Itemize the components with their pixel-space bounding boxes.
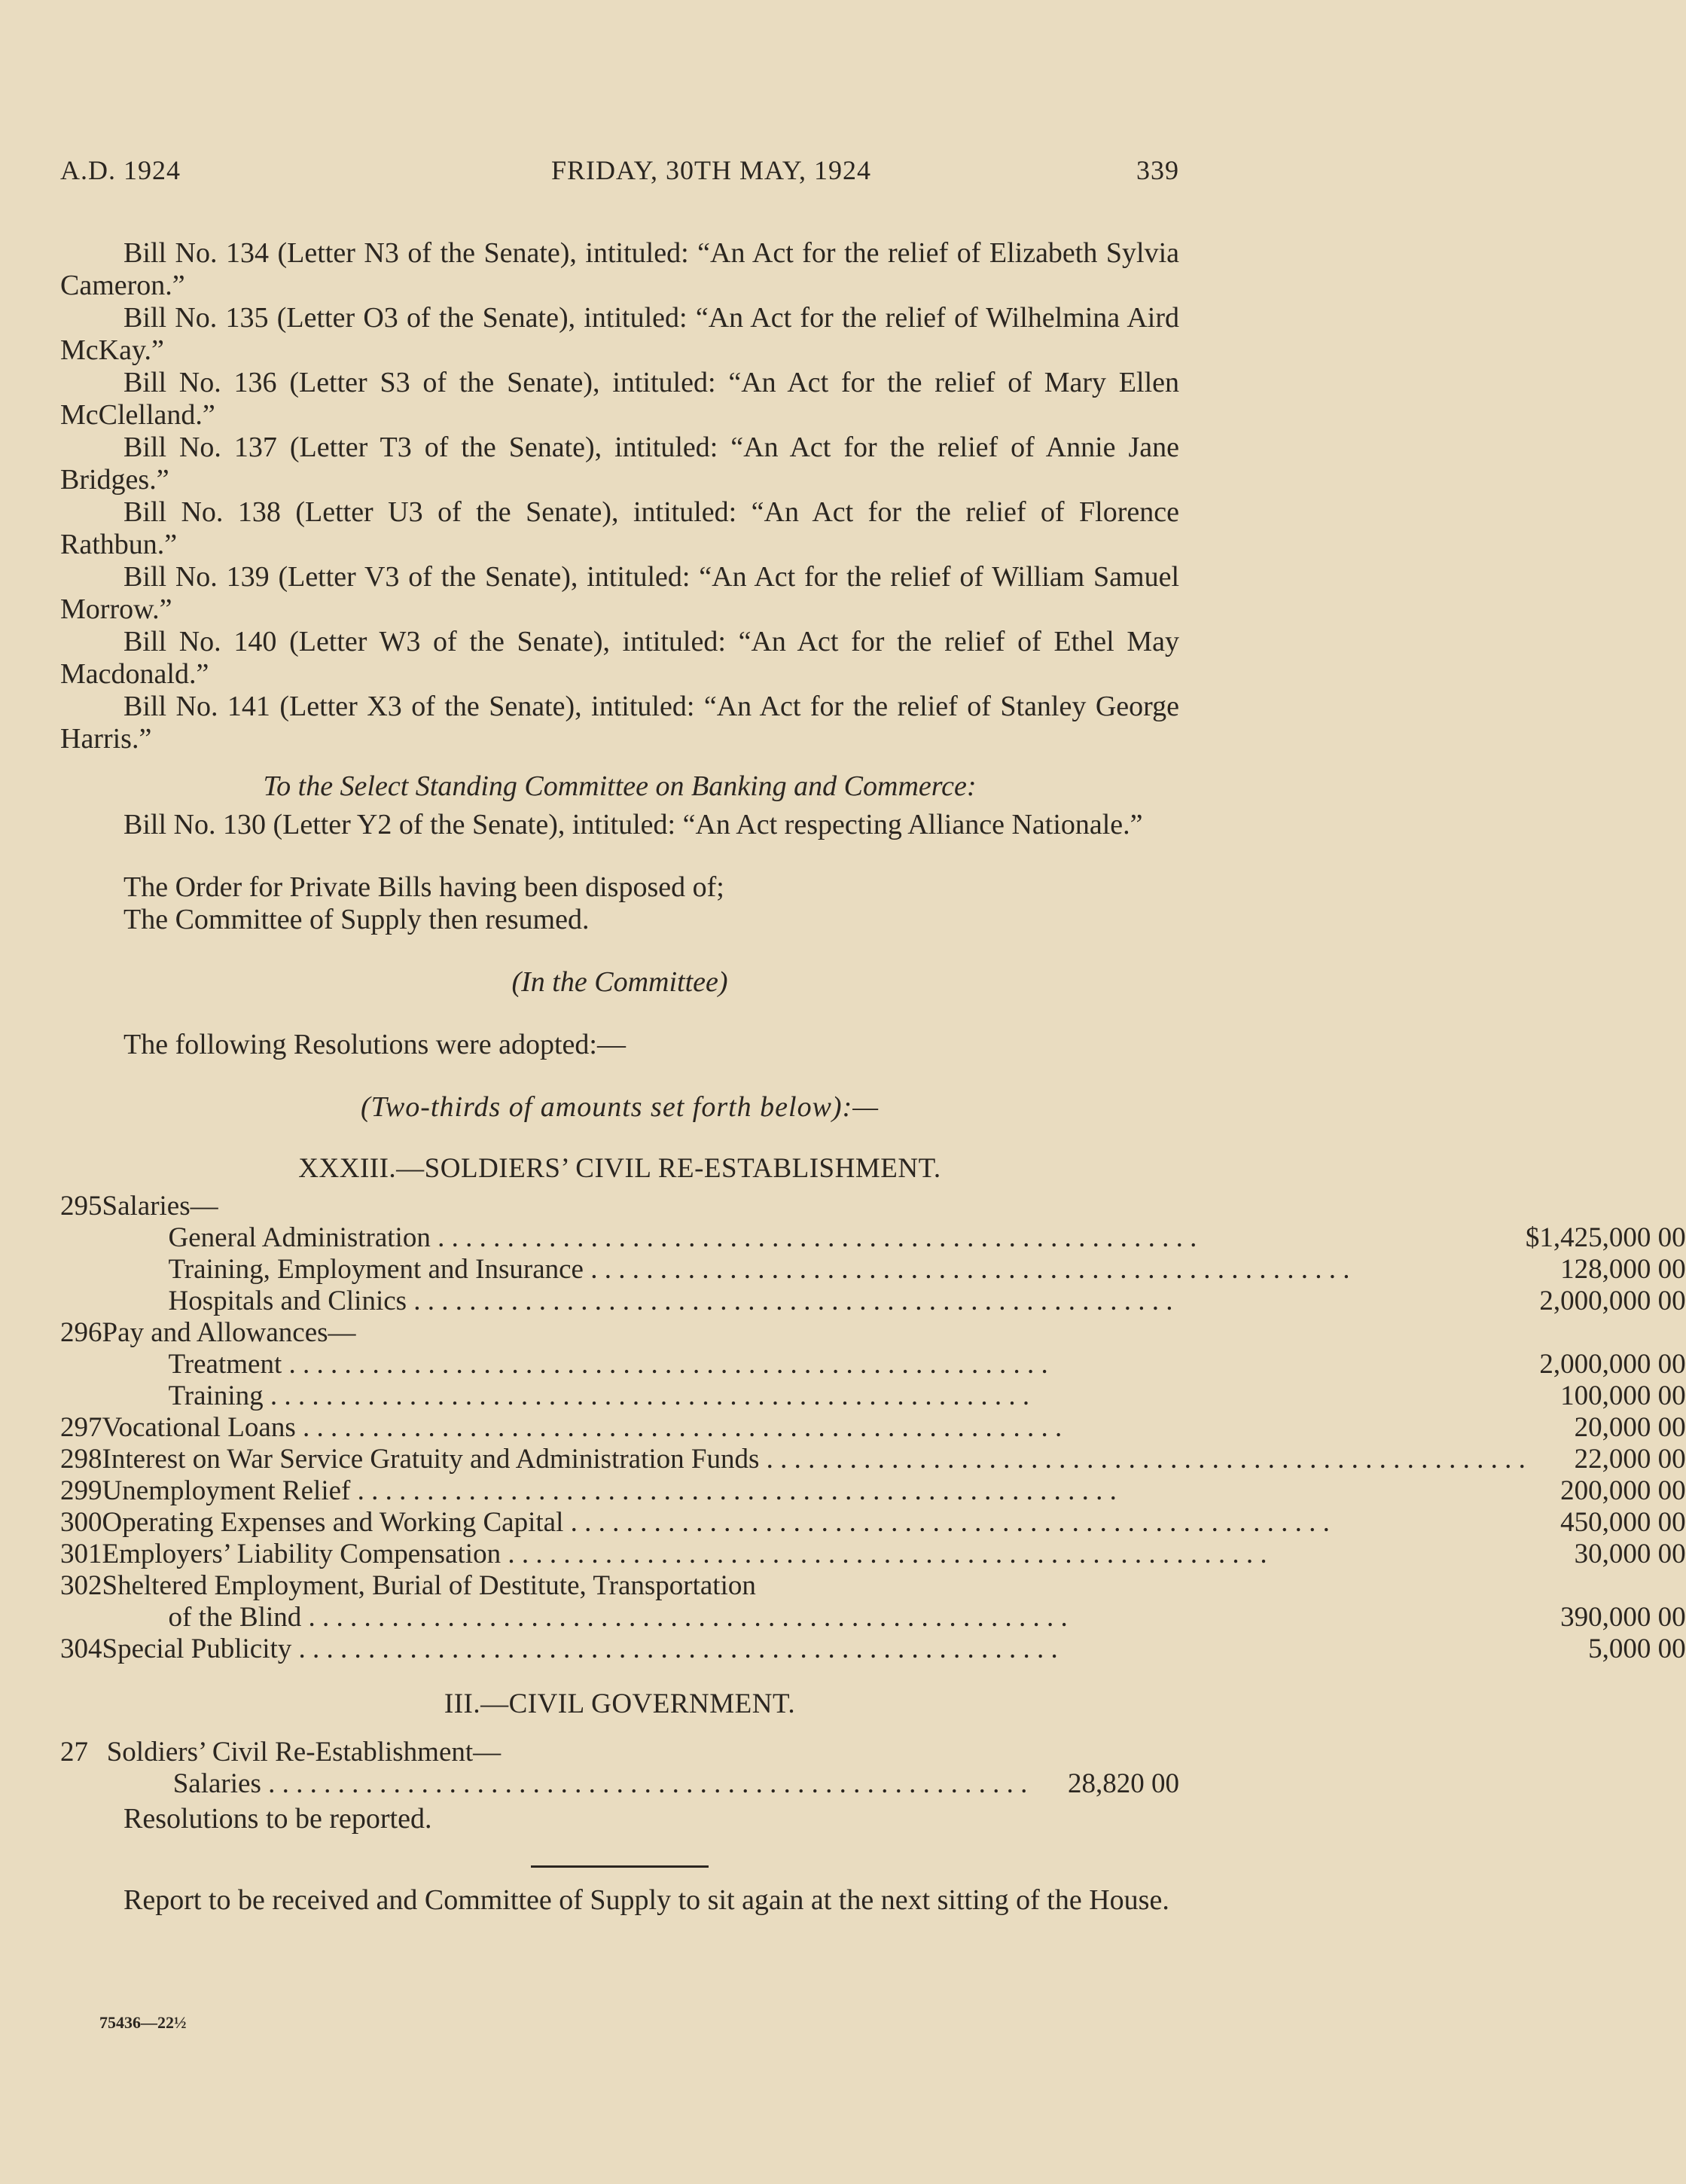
bill-139: Bill No. 139 (Letter V3 of the Senate), intituled: “An Act for the relief of William Samuel Morrow.”: [60, 561, 1179, 625]
schedule-row: [60, 1286, 1686, 1317]
dot-leader: [350, 1475, 1117, 1506]
divider-rule: [531, 1865, 709, 1868]
item-amount: [1526, 1570, 1686, 1602]
dot-leader: [759, 1444, 1526, 1475]
item-label: Salaries: [172, 1768, 261, 1799]
bill-136: Bill No. 136 (Letter S3 of the Senate), intituled: “An Act for the relief of Mary Ellen McClelland.”: [60, 367, 1179, 431]
bill-141: Bill No. 141 (Letter X3 of the Senate), intituled: “An Act for the relief of Stanley George Harris.”: [60, 691, 1179, 755]
item-amount: 200,000 00: [1560, 1475, 1686, 1506]
item-number: 27: [60, 1737, 88, 1768]
report-text: Report to be received and Committee of Supply to sit again at the next sitting of the House.: [123, 1884, 1169, 1916]
item-label: Vocational Loans: [102, 1412, 296, 1443]
item-number: [60, 1380, 102, 1412]
schedule-row: [60, 1475, 1686, 1507]
item-label-cell: [102, 1444, 1526, 1475]
page-header: [60, 154, 1179, 186]
dot-leader: [501, 1539, 1267, 1569]
bills-list: [60, 237, 1179, 755]
schedule-row: [60, 1737, 1179, 1768]
bill-130: Bill No. 130 (Letter Y2 of the Senate), intituled: “An Act respecting Alliance Nationale.”: [123, 809, 1143, 840]
item-amount: 28,820 00: [1068, 1768, 1179, 1799]
schedule-row: [60, 1349, 1686, 1380]
schedule-row: [60, 1507, 1686, 1539]
dot-leader: [431, 1222, 1197, 1253]
schedule-row: [60, 1222, 1686, 1254]
item-number: [60, 1286, 102, 1317]
item-label-cell: [102, 1412, 1526, 1444]
page-body: [60, 237, 1686, 1917]
two-thirds-note: (Two-thirds of amounts set forth below):—: [360, 1091, 880, 1123]
item-label-cell: [102, 1349, 1526, 1380]
dot-leader: [261, 1768, 1028, 1799]
item-label: of the Blind: [168, 1602, 302, 1633]
item-label-cell: [102, 1191, 1526, 1222]
item-label: Training: [168, 1380, 264, 1411]
section-xxxiii-heading: XXXIII.—SOLDIERS’ CIVIL RE-ESTABLISHMENT.: [298, 1153, 941, 1184]
bill-138: Bill No. 138 (Letter U3 of the Senate), intituled: “An Act for the relief of Florence Rathbun.”: [60, 496, 1179, 560]
item-number: 296: [60, 1317, 102, 1348]
header-year: A.D. 1924: [60, 155, 181, 185]
item-label: Operating Expenses and Working Capital: [102, 1507, 564, 1538]
schedule-row: [60, 1539, 1686, 1570]
item-label: Hospitals and Clinics: [168, 1286, 407, 1316]
item-amount: 2,000,000 00: [1539, 1286, 1686, 1316]
item-number: [60, 1768, 107, 1800]
item-label: Treatment: [168, 1349, 282, 1380]
item-number: [60, 1602, 102, 1633]
resolutions-reported: Resolutions to be reported.: [123, 1803, 432, 1835]
schedule-row: [60, 1412, 1686, 1444]
dot-leader: [407, 1286, 1173, 1316]
footer-print-code: 75436—22½: [99, 2013, 187, 2032]
item-label: Pay and Allowances—: [102, 1317, 356, 1348]
schedule-row: [60, 1317, 1686, 1349]
item-number: [60, 1222, 102, 1254]
item-number: 302: [60, 1570, 102, 1601]
schedule-row: [60, 1768, 1179, 1800]
item-label-cell: [102, 1633, 1526, 1665]
item-amount: 450,000 00: [1560, 1507, 1686, 1538]
item-label-cell: [102, 1570, 1526, 1602]
item-label-cell: [107, 1737, 1028, 1768]
item-number: [60, 1349, 102, 1380]
schedule-row: [60, 1191, 1686, 1222]
item-label: Salaries—: [102, 1191, 218, 1222]
dot-leader: [291, 1633, 1058, 1664]
item-label: Sheltered Employment, Burial of Destitute, Transportation: [102, 1570, 756, 1601]
item-number: 298: [60, 1444, 102, 1475]
item-label-cell: [107, 1768, 1028, 1800]
item-label-cell: [102, 1602, 1526, 1633]
bill-135: Bill No. 135 (Letter O3 of the Senate), intituled: “An Act for the relief of Wilhelmina Aird McKay.”: [60, 302, 1179, 366]
item-amount: 20,000 00: [1574, 1412, 1686, 1443]
item-amount: [1526, 1191, 1686, 1222]
item-amount: 30,000 00: [1574, 1539, 1686, 1569]
item-number: 299: [60, 1475, 102, 1506]
schedule-row: [60, 1570, 1686, 1602]
item-label: Unemployment Relief: [102, 1475, 351, 1506]
item-label: Employers’ Liability Compensation: [102, 1539, 502, 1569]
section-xxxiii-table: [60, 1191, 1686, 1665]
item-amount: 2,000,000 00: [1539, 1349, 1686, 1380]
item-amount: [1526, 1317, 1686, 1349]
order-line-2: The Committee of Supply then resumed.: [123, 904, 590, 935]
schedule-row: [60, 1380, 1686, 1412]
item-label-cell: [102, 1507, 1526, 1539]
item-number: 301: [60, 1539, 102, 1569]
item-label-cell: [102, 1539, 1526, 1570]
item-label-cell: [102, 1254, 1526, 1286]
dot-leader: [563, 1507, 1330, 1538]
schedule-row: [60, 1254, 1686, 1286]
bill-137: Bill No. 137 (Letter T3 of the Senate), intituled: “An Act for the relief of Annie Jane Bridges.”: [60, 432, 1179, 496]
item-label-cell: [102, 1286, 1526, 1317]
dot-leader: [584, 1254, 1350, 1285]
schedule-row: [60, 1633, 1686, 1665]
resolutions-intro: The following Resolutions were adopted:—: [123, 1029, 626, 1060]
section-iii-table: [60, 1737, 1179, 1800]
item-amount: [1027, 1737, 1179, 1768]
item-number: [60, 1254, 102, 1286]
item-number: 295: [60, 1191, 102, 1222]
bill-140: Bill No. 140 (Letter W3 of the Senate), intituled: “An Act for the relief of Ethel May Macdonald.”: [60, 626, 1179, 690]
banking-committee-heading: To the Select Standing Committee on Banking and Commerce:: [263, 770, 977, 802]
in-committee-heading: (In the Committee): [511, 966, 728, 998]
dot-leader: [301, 1602, 1068, 1633]
item-label: Interest on War Service Gratuity and Administration Funds: [102, 1444, 760, 1475]
dot-leader: [282, 1349, 1048, 1380]
header-date: FRIDAY, 30TH MAY, 1924: [550, 155, 872, 185]
item-amount: 5,000 00: [1588, 1633, 1686, 1664]
section-iii-heading: III.—CIVIL GOVERNMENT.: [444, 1688, 796, 1719]
item-amount: 128,000 00: [1560, 1254, 1686, 1285]
item-label: General Administration: [168, 1222, 431, 1253]
dot-leader: [296, 1412, 1063, 1443]
dot-leader: [264, 1380, 1030, 1411]
item-label-cell: [102, 1317, 1526, 1349]
item-amount: 100,000 00: [1560, 1380, 1686, 1411]
bill-134: Bill No. 134 (Letter N3 of the Senate), intituled: “An Act for the relief of Elizabeth Sylvia Cameron.”: [60, 237, 1179, 301]
order-line-1: The Order for Private Bills having been disposed of;: [123, 871, 724, 903]
item-number: 297: [60, 1412, 102, 1443]
item-label-cell: [102, 1222, 1526, 1254]
item-label-cell: [102, 1380, 1526, 1412]
item-label-cell: [102, 1475, 1526, 1507]
item-amount: 22,000 00: [1574, 1444, 1686, 1475]
item-amount: 390,000 00: [1560, 1602, 1686, 1633]
item-amount: $1,425,000 00: [1525, 1222, 1686, 1253]
item-label: Training, Employment and Insurance: [168, 1254, 584, 1285]
schedule-row: [60, 1444, 1686, 1475]
item-number: 300: [60, 1507, 102, 1538]
item-label: Special Publicity: [102, 1633, 292, 1664]
schedule-row: [60, 1602, 1686, 1633]
item-number: 304: [60, 1633, 102, 1664]
item-label: Soldiers’ Civil Re-Establishment—: [106, 1737, 502, 1768]
page-number: 339: [1136, 155, 1179, 185]
